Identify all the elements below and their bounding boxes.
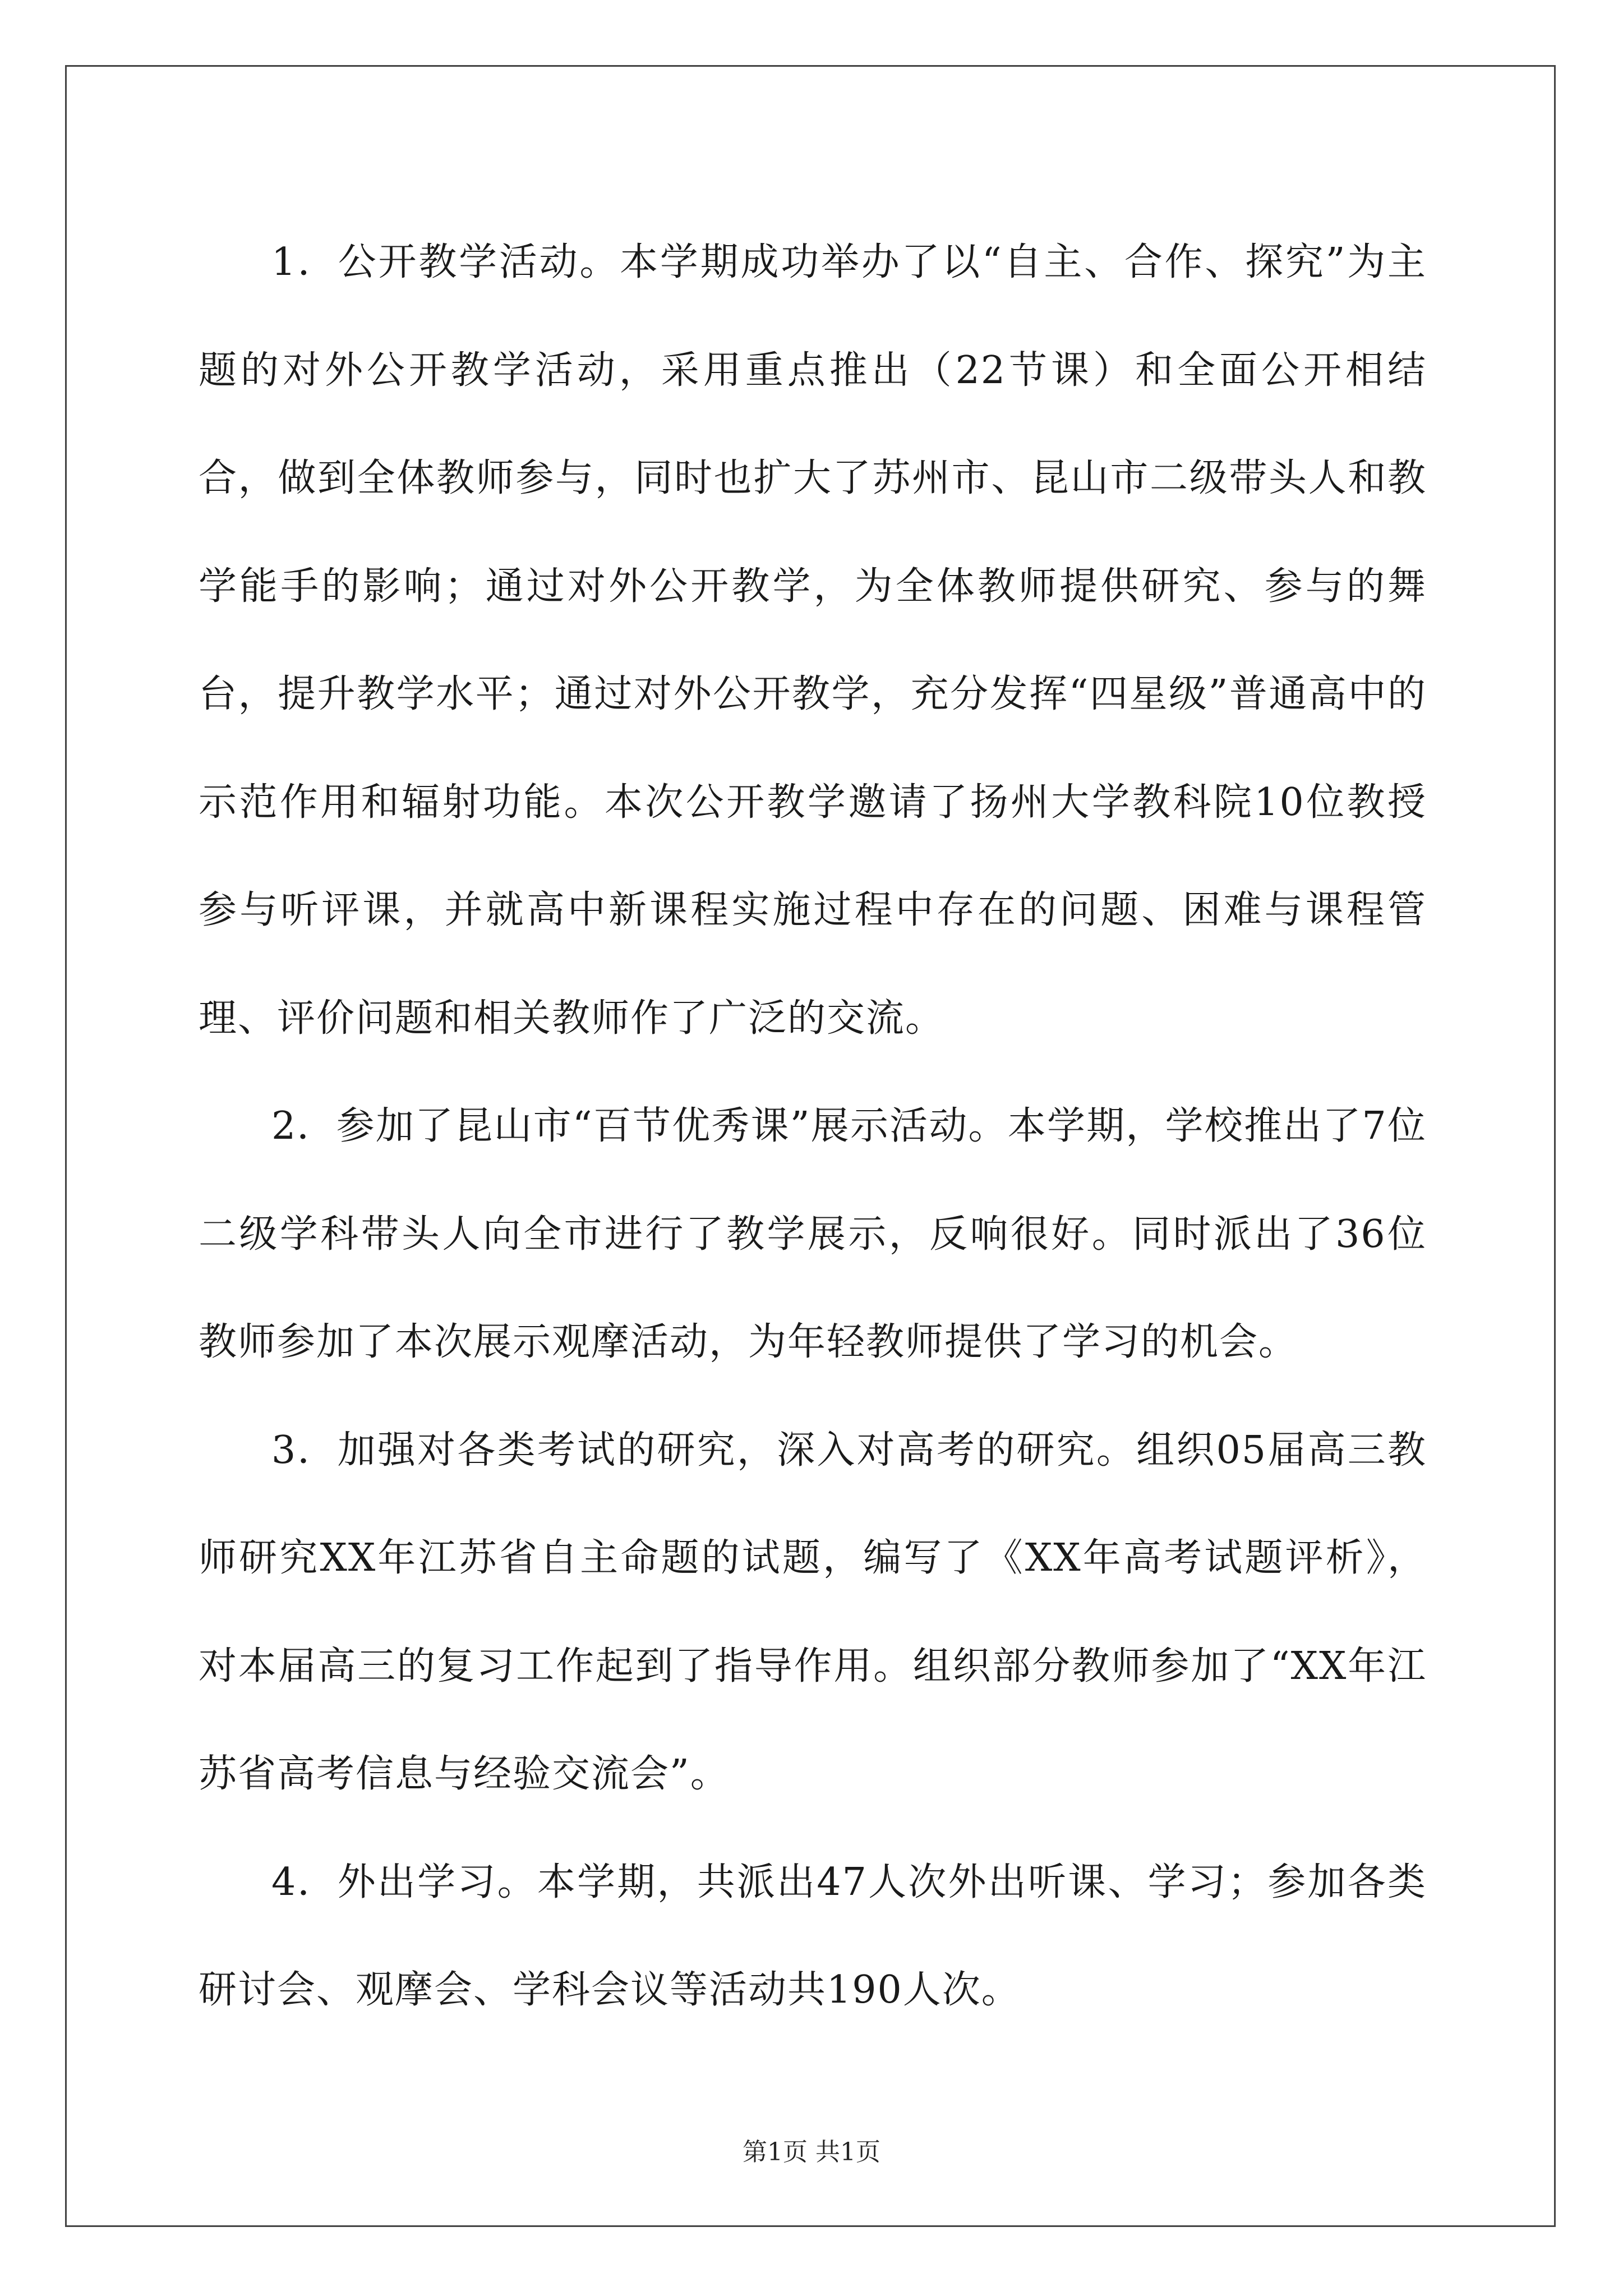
page-footer: 第1页 共1页 bbox=[743, 2138, 880, 2166]
paragraph-showcase-activity: 2．参加了昆山市“百节优秀课”展示活动。本学期，学校推出了7位二级学科带头人向全市进行了教学展示，反响很好。同时派出了36位教师参加了本次展示观摩活动，为年轻教师提供了学习的机会。 bbox=[199, 1104, 1427, 1364]
document-body bbox=[199, 209, 1427, 2045]
paragraph-external-study: 4．外出学习。本学期，共派出47人次外出听课、学习；参加各类研讨会、观摩会、学科会议等活动共190人次。 bbox=[199, 1860, 1427, 2012]
paragraph-exam-research: 3．加强对各类考试的研究，深入对高考的研究。组织05届高三教师研究XX年江苏省自主命题的试题，编写了《XX年高考试题评析》，对本届高三的复习工作起到了指导作用。组织部分教师参加了“XX年江苏省高考信息与经验交流会”。 bbox=[199, 1428, 1427, 1796]
paragraph-public-teaching: 1．公开教学活动。本学期成功举办了以“自主、合作、探究”为主题的对外公开教学活动，采用重点推出（22节课）和全面公开相结合，做到全体教师参与，同时也扩大了苏州市、昆山市二级带头人和教学能手的影响；通过对外公开教学，为全体教师提供研究、参与的舞台，提升教学水平；通过对外公开教学，充分发挥“四星级”普通高中的示范作用和辐射功能。本次公开教学邀请了扬州大学教科院10位教授参与听评课，并就高中新课程实施过程中存在的问题、困难与课程管理、评价问题和相关教师作了广泛的交流。 bbox=[199, 240, 1427, 1041]
